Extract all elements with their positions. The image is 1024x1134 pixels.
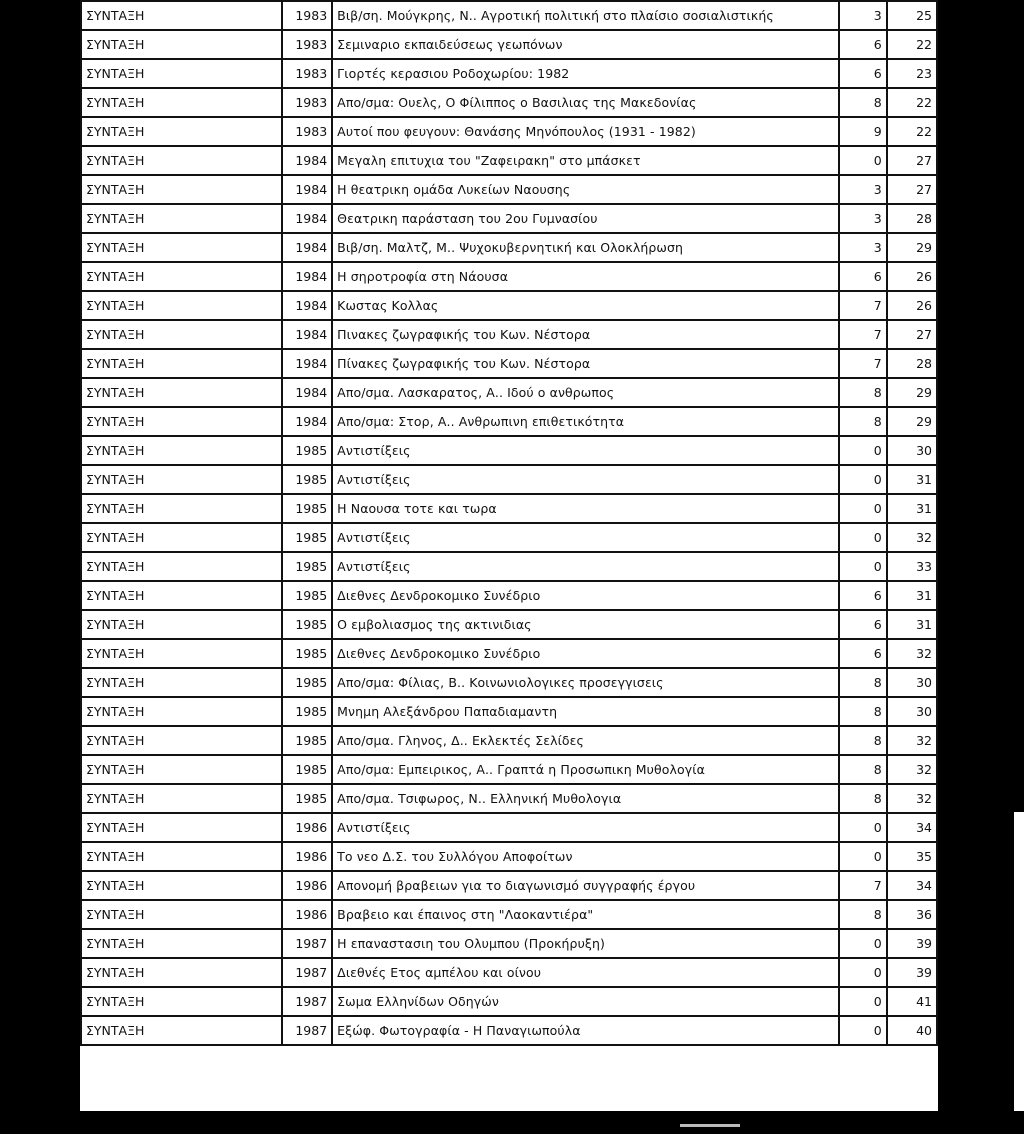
title-cell: Βραβειο και έπαινος στη "Λαοκαντιέρα" (332, 900, 838, 929)
title-cell: Διεθνες Δενδροκομικο Συνέδριο (332, 639, 838, 668)
page-cell: 27 (887, 146, 937, 175)
title-cell: Απο/σμα: Εμπειρικος, Α.. Γραπτά η Προσωπικη Μυθολογία (332, 755, 838, 784)
year-cell: 1985 (282, 581, 332, 610)
publication-cell: ΣΥΝΤΑΞΗ (81, 117, 282, 146)
title-cell: Πίνακες ζωγραφικής του Κων. Νέστορα (332, 349, 838, 378)
issue-cell: 3 (839, 204, 887, 233)
issue-cell: 7 (839, 871, 887, 900)
page-cell: 32 (887, 755, 937, 784)
table-row (81, 726, 937, 755)
issue-cell: 0 (839, 523, 887, 552)
publication-cell: ΣΥΝΤΑΞΗ (81, 59, 282, 88)
issue-cell: 0 (839, 1016, 887, 1045)
title-cell: Σεμιναριο εκπαιδεύσεως γεωπόνων (332, 30, 838, 59)
year-cell: 1987 (282, 929, 332, 958)
title-cell: Αντιστίξεις (332, 465, 838, 494)
issue-cell: 6 (839, 59, 887, 88)
table-row (81, 610, 937, 639)
title-cell: Διεθνές Ετος αμπέλου και οίνου (332, 958, 838, 987)
page-cell: 22 (887, 30, 937, 59)
page-cell: 30 (887, 668, 937, 697)
issue-cell: 8 (839, 407, 887, 436)
table-row (81, 349, 937, 378)
title-cell: Βιβ/ση. Μούγκρης, Ν.. Αγροτική πολιτική στο πλαίσιο σοσιαλιστικής (332, 1, 838, 30)
table-row (81, 813, 937, 842)
table-row (81, 262, 937, 291)
publication-cell: ΣΥΝΤΑΞΗ (81, 726, 282, 755)
table-body (81, 1, 937, 1045)
year-cell: 1984 (282, 262, 332, 291)
publication-cell: ΣΥΝΤΑΞΗ (81, 523, 282, 552)
page-cell: 29 (887, 233, 937, 262)
issue-cell: 7 (839, 349, 887, 378)
year-cell: 1984 (282, 349, 332, 378)
table-row (81, 581, 937, 610)
year-cell: 1984 (282, 146, 332, 175)
title-cell: Πινακες ζωγραφικής του Κων. Νέστορα (332, 320, 838, 349)
page-cell: 33 (887, 552, 937, 581)
page-cell: 30 (887, 697, 937, 726)
table-row (81, 900, 937, 929)
page-cell: 31 (887, 494, 937, 523)
year-cell: 1984 (282, 378, 332, 407)
title-cell: Αυτοί που φευγουν: Θανάσης Μηνόπουλος (1931 - 1982) (332, 117, 838, 146)
scan-border-bottom (0, 1111, 1024, 1134)
table-row (81, 291, 937, 320)
scan-border-notch (1014, 812, 1024, 1134)
table-row (81, 494, 937, 523)
page-cell: 27 (887, 320, 937, 349)
title-cell: Μεγαλη επιτυχια του "Ζαφειρακη" στο μπάσκετ (332, 146, 838, 175)
publication-cell: ΣΥΝΤΑΞΗ (81, 842, 282, 871)
page-cell: 28 (887, 204, 937, 233)
year-cell: 1985 (282, 465, 332, 494)
table-row (81, 871, 937, 900)
title-cell: Απο/σμα: Στορ, Α.. Ανθρωπινη επιθετικότητα (332, 407, 838, 436)
page-cell: 41 (887, 987, 937, 1016)
table-row (81, 204, 937, 233)
publication-cell: ΣΥΝΤΑΞΗ (81, 813, 282, 842)
year-cell: 1985 (282, 610, 332, 639)
year-cell: 1984 (282, 320, 332, 349)
issue-cell: 3 (839, 233, 887, 262)
table-row (81, 117, 937, 146)
year-cell: 1986 (282, 900, 332, 929)
publication-cell: ΣΥΝΤΑΞΗ (81, 784, 282, 813)
title-cell: Θεατρικη παράσταση του 2ου Γυμνασίου (332, 204, 838, 233)
publication-cell: ΣΥΝΤΑΞΗ (81, 494, 282, 523)
issue-cell: 7 (839, 291, 887, 320)
table-row (81, 929, 937, 958)
table-row (81, 146, 937, 175)
page-cell: 31 (887, 610, 937, 639)
year-cell: 1985 (282, 639, 332, 668)
publication-cell: ΣΥΝΤΑΞΗ (81, 291, 282, 320)
title-cell: Αντιστίξεις (332, 436, 838, 465)
page-cell: 32 (887, 784, 937, 813)
title-cell: Σωμα Ελληνίδων Οδηγών (332, 987, 838, 1016)
table-row (81, 639, 937, 668)
page-cell: 28 (887, 349, 937, 378)
title-cell: Η επαναστασιη του Ολυμπου (Προκήρυξη) (332, 929, 838, 958)
page-cell: 23 (887, 59, 937, 88)
scan-artifact (680, 1124, 740, 1127)
year-cell: 1987 (282, 958, 332, 987)
page-cell: 31 (887, 581, 937, 610)
table-row (81, 987, 937, 1016)
issue-cell: 8 (839, 784, 887, 813)
scan-border-right (938, 0, 1024, 1134)
year-cell: 1984 (282, 407, 332, 436)
year-cell: 1986 (282, 842, 332, 871)
publication-cell: ΣΥΝΤΑΞΗ (81, 262, 282, 291)
article-index-table (80, 0, 938, 1046)
issue-cell: 8 (839, 697, 887, 726)
table-row (81, 958, 937, 987)
publication-cell: ΣΥΝΤΑΞΗ (81, 407, 282, 436)
year-cell: 1983 (282, 30, 332, 59)
year-cell: 1985 (282, 494, 332, 523)
page-cell: 30 (887, 436, 937, 465)
year-cell: 1984 (282, 291, 332, 320)
table-row (81, 233, 937, 262)
issue-cell: 8 (839, 378, 887, 407)
issue-cell: 0 (839, 813, 887, 842)
page-cell: 32 (887, 639, 937, 668)
issue-cell: 0 (839, 958, 887, 987)
year-cell: 1983 (282, 117, 332, 146)
issue-cell: 8 (839, 88, 887, 117)
page-cell: 25 (887, 1, 937, 30)
scan-border-left (0, 0, 80, 1134)
page-cell: 26 (887, 291, 937, 320)
table-row (81, 88, 937, 117)
issue-cell: 7 (839, 320, 887, 349)
year-cell: 1984 (282, 204, 332, 233)
title-cell: Απο/σμα. Λασκαρατος, Α.. Ιδού ο ανθρωπος (332, 378, 838, 407)
year-cell: 1985 (282, 755, 332, 784)
issue-cell: 6 (839, 262, 887, 291)
year-cell: 1983 (282, 59, 332, 88)
table-row (81, 30, 937, 59)
year-cell: 1985 (282, 784, 332, 813)
title-cell: Εξώφ. Φωτογραφία - Η Παναγιωπούλα (332, 1016, 838, 1045)
table-row (81, 523, 937, 552)
publication-cell: ΣΥΝΤΑΞΗ (81, 871, 282, 900)
year-cell: 1985 (282, 523, 332, 552)
publication-cell: ΣΥΝΤΑΞΗ (81, 552, 282, 581)
publication-cell: ΣΥΝΤΑΞΗ (81, 436, 282, 465)
title-cell: Αντιστίξεις (332, 552, 838, 581)
title-cell: Βιβ/ση. Μαλτζ, Μ.. Ψυχοκυβερνητική και Ολοκλήρωση (332, 233, 838, 262)
issue-cell: 8 (839, 726, 887, 755)
page-cell: 32 (887, 523, 937, 552)
publication-cell: ΣΥΝΤΑΞΗ (81, 958, 282, 987)
issue-cell: 0 (839, 146, 887, 175)
publication-cell: ΣΥΝΤΑΞΗ (81, 349, 282, 378)
table-row (81, 436, 937, 465)
publication-cell: ΣΥΝΤΑΞΗ (81, 668, 282, 697)
publication-cell: ΣΥΝΤΑΞΗ (81, 233, 282, 262)
title-cell: Απονομή βραβειων για το διαγωνισμό συγγραφής έργου (332, 871, 838, 900)
page-cell: 32 (887, 726, 937, 755)
table-row (81, 842, 937, 871)
year-cell: 1983 (282, 88, 332, 117)
year-cell: 1985 (282, 726, 332, 755)
title-cell: Απο/σμα. Τσιφωρος, Ν.. Ελληνική Μυθολογια (332, 784, 838, 813)
publication-cell: ΣΥΝΤΑΞΗ (81, 320, 282, 349)
table-row (81, 552, 937, 581)
page-cell: 39 (887, 958, 937, 987)
year-cell: 1987 (282, 987, 332, 1016)
year-cell: 1986 (282, 813, 332, 842)
title-cell: Ο εμβολιασμος της ακτινιδιας (332, 610, 838, 639)
year-cell: 1984 (282, 233, 332, 262)
title-cell: Η σηροτροφία στη Νάουσα (332, 262, 838, 291)
year-cell: 1985 (282, 697, 332, 726)
publication-cell: ΣΥΝΤΑΞΗ (81, 465, 282, 494)
title-cell: Διεθνες Δενδροκομικο Συνέδριο (332, 581, 838, 610)
publication-cell: ΣΥΝΤΑΞΗ (81, 697, 282, 726)
publication-cell: ΣΥΝΤΑΞΗ (81, 639, 282, 668)
page-cell: 29 (887, 378, 937, 407)
issue-cell: 0 (839, 842, 887, 871)
issue-cell: 3 (839, 1, 887, 30)
year-cell: 1985 (282, 552, 332, 581)
title-cell: Η θεατρικη ομάδα Λυκείων Ναουσης (332, 175, 838, 204)
issue-cell: 0 (839, 436, 887, 465)
publication-cell: ΣΥΝΤΑΞΗ (81, 88, 282, 117)
title-cell: Απο/σμα. Γληνος, Δ.. Εκλεκτές Σελίδες (332, 726, 838, 755)
year-cell: 1983 (282, 1, 332, 30)
year-cell: 1987 (282, 1016, 332, 1045)
publication-cell: ΣΥΝΤΑΞΗ (81, 146, 282, 175)
issue-cell: 0 (839, 552, 887, 581)
page-cell: 29 (887, 407, 937, 436)
title-cell: Κωστας Κολλας (332, 291, 838, 320)
publication-cell: ΣΥΝΤΑΞΗ (81, 175, 282, 204)
table-row (81, 755, 937, 784)
table-row (81, 175, 937, 204)
publication-cell: ΣΥΝΤΑΞΗ (81, 204, 282, 233)
page-cell: 40 (887, 1016, 937, 1045)
table-row (81, 1, 937, 30)
issue-cell: 6 (839, 581, 887, 610)
issue-cell: 0 (839, 465, 887, 494)
title-cell: Απο/σμα: Ουελς, Ο Φίλιππος ο Βασιλιας της Μακεδονίας (332, 88, 838, 117)
year-cell: 1985 (282, 668, 332, 697)
publication-cell: ΣΥΝΤΑΞΗ (81, 581, 282, 610)
publication-cell: ΣΥΝΤΑΞΗ (81, 987, 282, 1016)
publication-cell: ΣΥΝΤΑΞΗ (81, 755, 282, 784)
publication-cell: ΣΥΝΤΑΞΗ (81, 378, 282, 407)
page-cell: 35 (887, 842, 937, 871)
title-cell: Αντιστίξεις (332, 523, 838, 552)
publication-cell: ΣΥΝΤΑΞΗ (81, 900, 282, 929)
table-row (81, 407, 937, 436)
issue-cell: 8 (839, 900, 887, 929)
table-row (81, 465, 937, 494)
issue-cell: 8 (839, 668, 887, 697)
table-row (81, 378, 937, 407)
year-cell: 1985 (282, 436, 332, 465)
table-row (81, 59, 937, 88)
table-row (81, 784, 937, 813)
year-cell: 1986 (282, 871, 332, 900)
title-cell: Γιορτές κερασιου Ροδοχωρίου: 1982 (332, 59, 838, 88)
publication-cell: ΣΥΝΤΑΞΗ (81, 929, 282, 958)
page-cell: 34 (887, 813, 937, 842)
page-cell: 22 (887, 88, 937, 117)
year-cell: 1984 (282, 175, 332, 204)
table-row (81, 1016, 937, 1045)
page-cell: 39 (887, 929, 937, 958)
issue-cell: 6 (839, 639, 887, 668)
publication-cell: ΣΥΝΤΑΞΗ (81, 30, 282, 59)
page-cell: 31 (887, 465, 937, 494)
page-cell: 34 (887, 871, 937, 900)
issue-cell: 0 (839, 494, 887, 523)
title-cell: Αντιστίξεις (332, 813, 838, 842)
title-cell: Μνημη Αλεξάνδρου Παπαδιαμαντη (332, 697, 838, 726)
issue-cell: 6 (839, 30, 887, 59)
page-cell: 26 (887, 262, 937, 291)
page-cell: 36 (887, 900, 937, 929)
publication-cell: ΣΥΝΤΑΞΗ (81, 610, 282, 639)
issue-cell: 9 (839, 117, 887, 146)
issue-cell: 6 (839, 610, 887, 639)
title-cell: Το νεο Δ.Σ. του Συλλόγου Αποφοίτων (332, 842, 838, 871)
page-cell: 22 (887, 117, 937, 146)
publication-cell: ΣΥΝΤΑΞΗ (81, 1016, 282, 1045)
page-cell: 27 (887, 175, 937, 204)
table-row (81, 697, 937, 726)
issue-cell: 3 (839, 175, 887, 204)
table-row (81, 320, 937, 349)
title-cell: Η Ναουσα τοτε και τωρα (332, 494, 838, 523)
publication-cell: ΣΥΝΤΑΞΗ (81, 1, 282, 30)
issue-cell: 8 (839, 755, 887, 784)
title-cell: Απο/σμα: Φίλιας, Β.. Κοινωνιολογικες προσεγγισεις (332, 668, 838, 697)
table-row (81, 668, 937, 697)
issue-cell: 0 (839, 987, 887, 1016)
issue-cell: 0 (839, 929, 887, 958)
